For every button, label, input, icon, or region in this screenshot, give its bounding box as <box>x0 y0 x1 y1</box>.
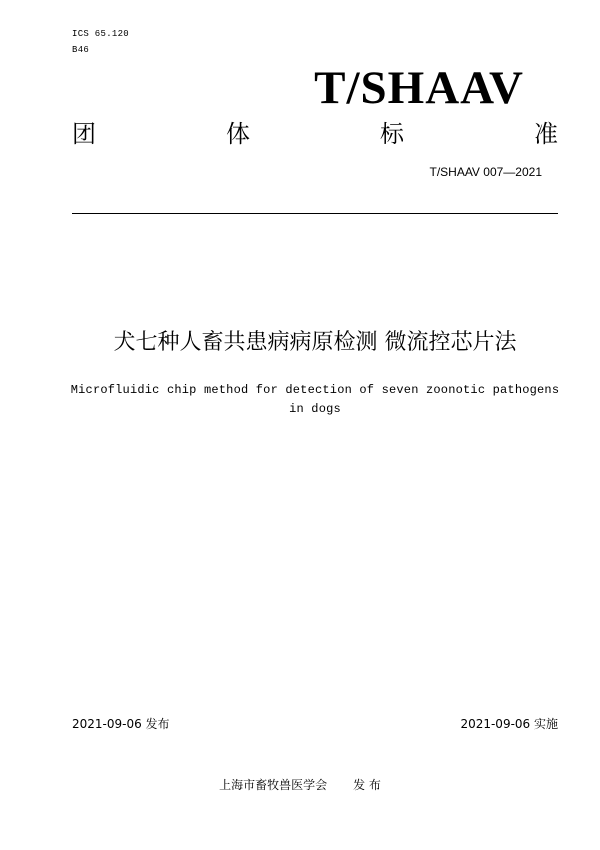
standard-kind-char: 团 <box>72 119 96 148</box>
title-chinese: 犬七种人畜共患病病原检测 微流控芯片法 <box>113 330 517 355</box>
issuer-line <box>0 777 600 793</box>
issuer-name: 上海市畜牧兽医学会 <box>219 778 328 792</box>
standard-kind-char: 体 <box>226 119 250 148</box>
implement-date: 2021-09-06 实施 <box>460 717 558 731</box>
document-number: T/SHAAV 007—2021 <box>429 165 542 179</box>
header-divider <box>72 213 558 214</box>
standard-brand: T/SHAAV <box>314 62 524 114</box>
standard-kind-char: 标 <box>380 119 404 148</box>
ics-code: ICS 65.120 <box>72 29 130 39</box>
title-english: Microfluidic chip method for detection of seven zoonotic pathogens in dogs <box>70 383 560 416</box>
ccs-code: B46 <box>72 45 90 55</box>
publish-date: 2021-09-06 发布 <box>72 717 170 731</box>
issuer-action: 发 布 <box>353 778 381 792</box>
standard-kind <box>72 114 558 148</box>
standard-kind-char: 准 <box>534 119 558 148</box>
